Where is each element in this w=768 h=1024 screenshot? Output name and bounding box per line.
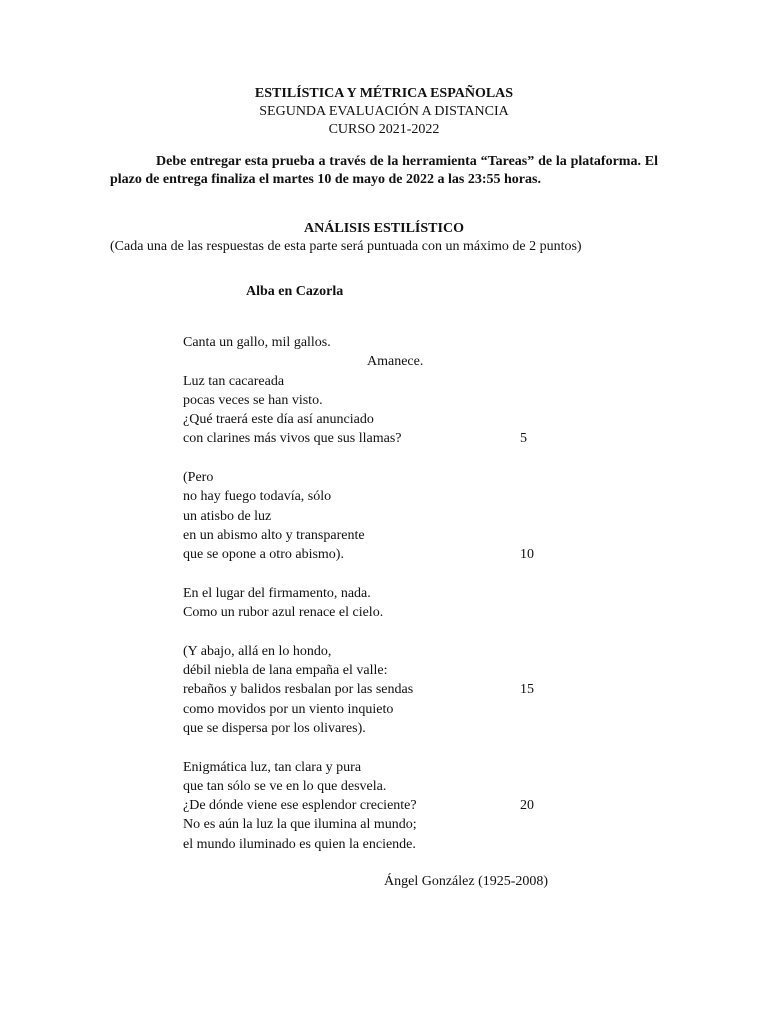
poem-line	[183, 642, 603, 661]
poem-line	[183, 507, 603, 526]
poem-line-text: ¿De dónde viene ese esplendor creciente?	[183, 798, 417, 814]
course-label: CURSO 2021-2022	[328, 122, 440, 137]
poem-line	[183, 796, 603, 815]
line-number: 15	[520, 682, 534, 698]
line-number: 20	[520, 798, 534, 814]
stanza-gap	[183, 449, 603, 468]
poem-line-text: con clarines más vivos que sus llamas?	[183, 431, 402, 447]
poem-line	[183, 700, 603, 719]
stanza-gap	[183, 738, 603, 757]
poem-line-text: (Pero	[183, 470, 214, 486]
poem-line-text: Como un rubor azul renace el cielo.	[183, 605, 384, 621]
poem-line	[183, 661, 603, 680]
poem-line-text: ¿Qué traerá este día así anunciado	[183, 412, 374, 428]
poem-line-text: un atisbo de luz	[183, 508, 272, 524]
poem-line	[183, 352, 603, 371]
poem-line	[183, 758, 603, 777]
poem-line-text: Luz tan cacareada	[183, 373, 285, 389]
document-title: ESTILÍSTICA Y MÉTRICA ESPAÑOLAS	[254, 86, 514, 101]
poem-line	[183, 603, 603, 622]
poem-line	[183, 487, 603, 506]
poem-line-text: que se dispersa por los olivares).	[183, 720, 366, 736]
poem-line	[183, 777, 603, 796]
poem-line	[183, 468, 603, 487]
section-title: ANÁLISIS ESTILÍSTICO	[304, 221, 464, 236]
poem-line	[183, 680, 603, 699]
stanza-gap	[183, 565, 603, 584]
poem-line-text: Canta un gallo, mil gallos.	[183, 335, 331, 350]
poem-line	[183, 410, 603, 429]
poem-line	[183, 719, 603, 738]
poem-line-text: Enigmática luz, tan clara y pura	[183, 759, 362, 775]
submission-notice	[110, 153, 658, 189]
poem-line-text: En el lugar del firmamento, nada.	[183, 585, 371, 601]
poem-line-text: (Y abajo, allá en lo hondo,	[183, 643, 332, 659]
poem-line	[183, 584, 603, 603]
poem-body	[183, 333, 603, 854]
poem-line	[183, 526, 603, 545]
poem-line	[183, 545, 603, 564]
document-subtitle: SEGUNDA EVALUACIÓN A DISTANCIA	[259, 104, 509, 119]
poem-line-text: no hay fuego todavía, sólo	[183, 489, 332, 505]
stanza-gap	[183, 622, 603, 641]
poem-line-text: Amanece.	[367, 354, 424, 370]
poem-line	[183, 372, 603, 391]
poem-line-text: el mundo iluminado es quien la enciende.	[183, 836, 416, 852]
poem-line-text: débil niebla de lana empaña el valle:	[183, 663, 388, 679]
poem-line	[183, 835, 603, 854]
poem-line-text: que se opone a otro abismo).	[183, 547, 344, 563]
poem-line-text: que tan sólo se ve en lo que desvela.	[183, 778, 387, 794]
poem-line	[183, 815, 603, 834]
poem-line	[183, 429, 603, 448]
poem-line-text: rebaños y balidos resbalan por las sendas	[183, 682, 414, 698]
poem-line-text: en un abismo alto y transparente	[183, 527, 365, 543]
poem-author: Ángel González (1925-2008)	[384, 874, 549, 889]
poem-line-text: No es aún la luz la que ilumina al mundo;	[183, 817, 417, 833]
poem-line-text: como movidos por un viento inquieto	[183, 701, 394, 717]
line-number: 5	[520, 431, 527, 447]
poem-line	[183, 333, 603, 352]
line-number: 10	[520, 547, 534, 563]
submission-notice-text: Debe entregar esta prueba a través de la herramienta “Tareas” de la plataforma. El plazo de entrega finaliza el martes 10 de mayo de 2022 a las 23:55 horas.	[110, 154, 658, 187]
poem-title: Alba en Cazorla	[246, 284, 344, 299]
section-note: (Cada una de las respuestas de esta parte será puntuada con un máximo de 2 puntos)	[110, 239, 582, 254]
poem-line	[183, 391, 603, 410]
poem-line-text: pocas veces se han visto.	[183, 392, 323, 408]
